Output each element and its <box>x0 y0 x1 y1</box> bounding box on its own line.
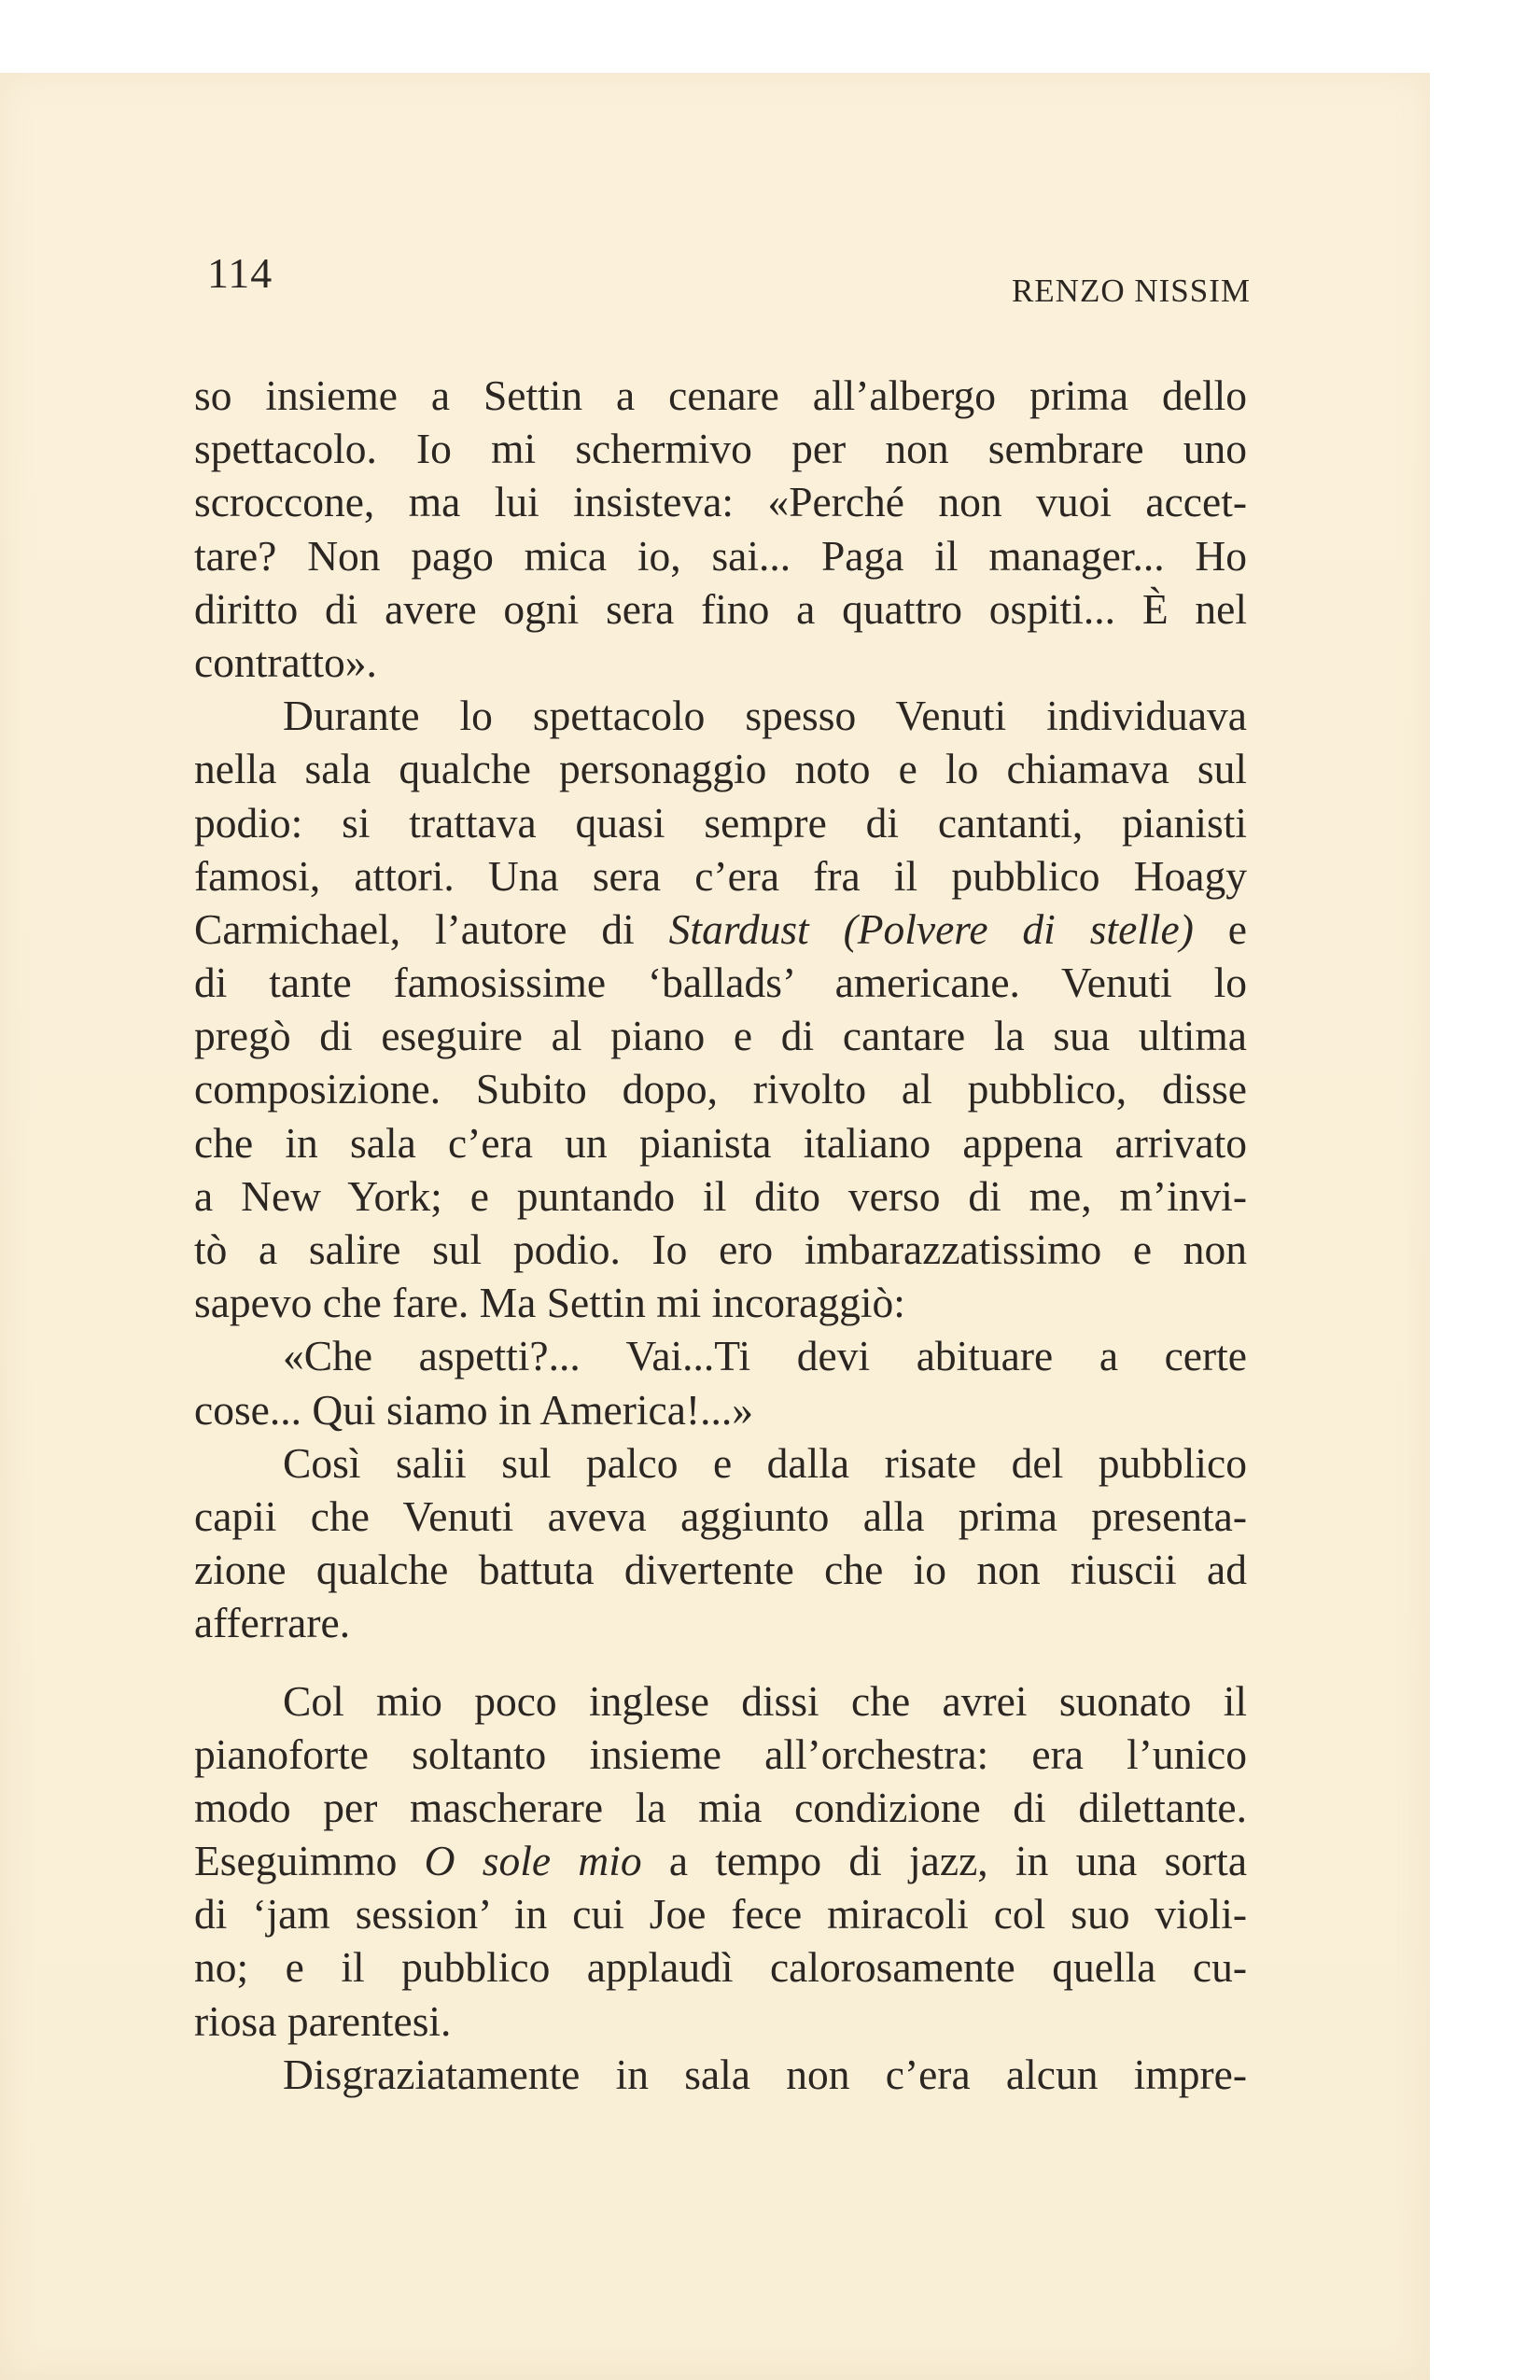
text-line <box>194 1834 1247 1887</box>
text-line: capii che Venuti aveva aggiunto alla prima presenta- <box>194 1491 1247 1540</box>
text-line: famosi, attori. Una sera c’era fra il pubblico Hoagy <box>194 851 1247 900</box>
text-line: contratto». <box>194 637 377 686</box>
text-line: pregò di eseguire al piano e di cantare la sua ultima <box>194 1012 1247 1060</box>
text-line: afferrare. <box>194 1599 351 1647</box>
text-line: cose... Qui siamo in America!...» <box>194 1385 753 1434</box>
page-number: 114 <box>207 249 273 297</box>
text-line: tare? Non pago mica io, sai... Paga il manager... Ho <box>194 531 1247 580</box>
running-head: RENZO NISSIM <box>1011 273 1251 309</box>
text-line: so insieme a Settin a cenare all’albergo prima dello <box>194 371 1247 419</box>
text-line: Disgraziatamente in sala non c’era alcun impre- <box>283 2050 1247 2098</box>
text-line: diritto di avere ogni sera fino a quattro ospiti... È nel <box>194 584 1247 633</box>
text-segment: Carmichael, l’autore di <box>194 904 669 953</box>
text-line: a New York; e puntando il dito verso di me, m’invi- <box>194 1171 1247 1220</box>
text-line: Col mio poco inglese dissi che avrei suonato il <box>283 1676 1247 1725</box>
text-line: zione qualche battuta divertente che io non riuscii ad <box>194 1546 1247 1594</box>
text-line: spettacolo. Io mi schermivo per non sembrare uno <box>194 425 1247 473</box>
text-line: di ‘jam session’ in cui Joe fece miracoli col suo violi- <box>194 1890 1247 1939</box>
text-line: tò a salire sul podio. Io ero imbarazzatissimo e non <box>194 1225 1247 1273</box>
text-line: composizione. Subito dopo, rivolto al pubblico, disse <box>194 1065 1247 1113</box>
text-segment: a tempo di jazz, in una sorta <box>641 1837 1248 1885</box>
text-segment: Eseguimmo <box>194 1837 425 1885</box>
italic-title: Stardust (Polvere di stelle) <box>668 904 1194 953</box>
paragraph-gap <box>194 1650 1247 1674</box>
text-line: di tante famosissime ‘ballads’ americane. Venuti lo <box>194 959 1247 1007</box>
text-line: no; e il pubblico applaudì calorosamente quella cu- <box>194 1943 1247 1992</box>
body-text <box>194 369 1247 2101</box>
text-line: Durante lo spettacolo spesso Venuti individuava <box>283 692 1247 740</box>
text-line: «Che aspetti?... Vai...Ti devi abituare a certe <box>283 1332 1247 1380</box>
text-line: modo per mascherare la mia condizione di dilettante. <box>194 1783 1247 1831</box>
text-line: scroccone, ma lui insisteva: «Perché non vuoi accet- <box>194 478 1247 526</box>
text-line: Così salii sul palco e dalla risate del pubblico <box>283 1438 1247 1487</box>
text-line: pianoforte soltanto insieme all’orchestra: era l’unico <box>194 1729 1247 1778</box>
text-line: riosa parentesi. <box>194 1996 452 2045</box>
text-segment: e <box>1193 904 1248 953</box>
text-line: che in sala c’era un pianista italiano appena arrivato <box>194 1118 1247 1167</box>
italic-title: O sole mio <box>424 1837 642 1885</box>
text-line: sapevo che fare. Ma Settin mi incoraggiò: <box>194 1279 905 1327</box>
text-line: nella sala qualche personaggio noto e lo chiamava sul <box>194 745 1247 793</box>
text-line: podio: si trattava quasi sempre di cantanti, pianisti <box>194 798 1247 847</box>
text-line <box>194 903 1247 956</box>
